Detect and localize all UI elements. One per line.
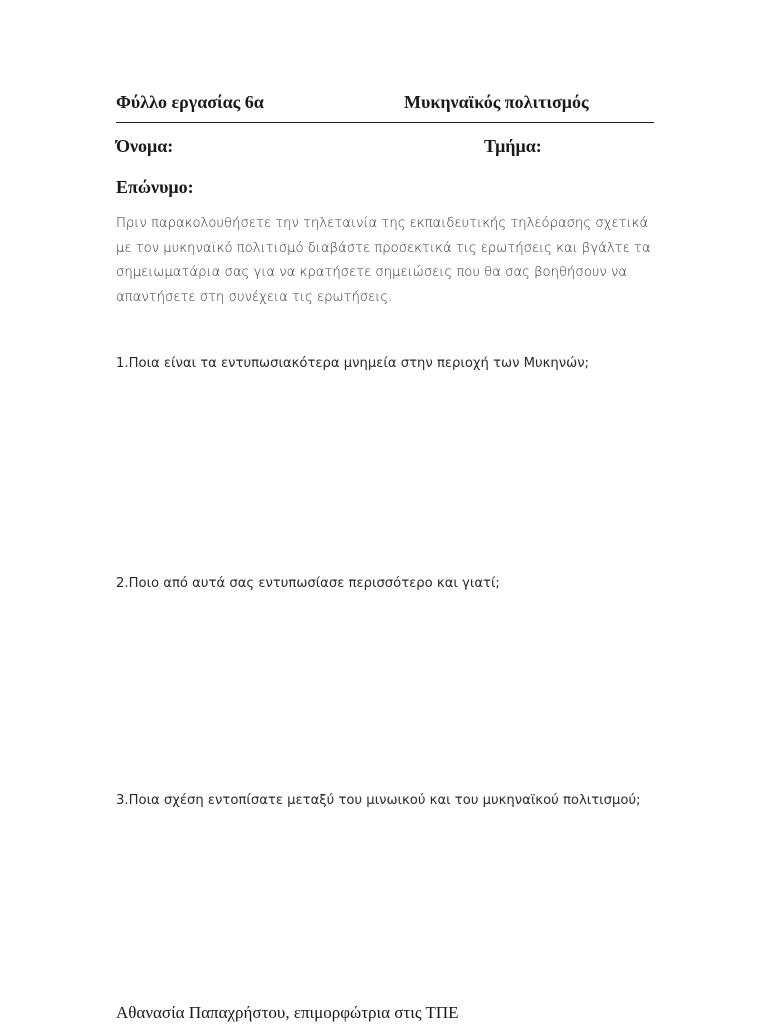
surname-label: Επώνυμο: bbox=[116, 177, 194, 197]
topic-title: Μυκηναϊκός πολιτισμός bbox=[404, 92, 589, 112]
sheet-title: Φύλλο εργασίας 6α bbox=[116, 92, 264, 112]
intro-line: απαντήσετε στη συνέχεια τις ερωτήσεις. bbox=[116, 289, 393, 305]
author-footer: Αθανασία Παπαχρήστου, επιμορφώτρια στις ΤΠΕ bbox=[116, 1003, 459, 1022]
class-label: Τμήμα: bbox=[484, 136, 542, 156]
question-2: 2.Ποιο από αυτά σας εντυπωσίασε περισσότερο και γιατί; bbox=[116, 576, 500, 591]
worksheet-header bbox=[116, 92, 654, 123]
intro-line: σημειωματάρια σας για να κρατήσετε σημειώσεις που θα σας βοηθήσουν να bbox=[116, 265, 628, 280]
name-label: Όνομα: bbox=[116, 136, 174, 156]
intro-line: Πριν παρακολουθήσετε την τηλεταινία της εκπαιδευτικής τηλεόρασης σχετικά bbox=[116, 216, 649, 231]
intro-line: με τον μυκηναϊκό πολιτισμό διαβάστε προσεκτικά τις ερωτήσεις και βγάλτε τα bbox=[116, 240, 651, 256]
question-1: 1.Ποια είναι τα εντυπωσιακότερα μνημεία στην περιοχή των Μυκηνών; bbox=[116, 356, 589, 371]
question-3: 3.Ποια σχέση εντοπίσατε μεταξύ του μινωικού και του μυκηναϊκού πολιτισμού; bbox=[116, 793, 641, 808]
intro-paragraph bbox=[116, 212, 656, 310]
